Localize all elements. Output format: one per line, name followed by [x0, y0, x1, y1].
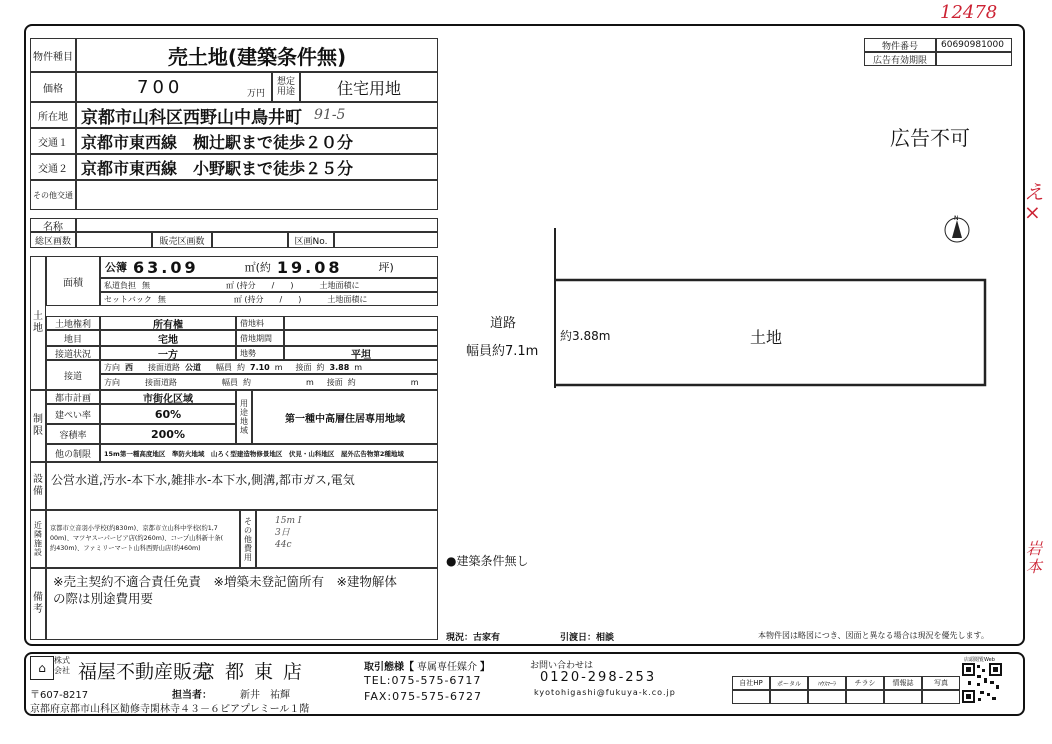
map-frontage: 約3.88m	[560, 329, 611, 343]
media-check	[770, 690, 808, 704]
handwritten-right-mark: え ×	[1024, 180, 1044, 224]
area-count-value	[76, 232, 152, 248]
m-2: m	[354, 362, 363, 372]
media-check	[884, 690, 922, 704]
width-label: 幅員	[216, 362, 232, 372]
area-row	[100, 256, 438, 278]
media-check-row	[732, 690, 960, 704]
map-land-label: 土地	[750, 328, 783, 347]
access-label: 接道状況	[46, 346, 100, 360]
map-disclaimer: 本物件図は略図につき、図面と異なる場合は現況を優先します。	[758, 631, 989, 640]
nearby-line-2: 00m)、マツヤスーパーピア店(約260m)、コープ山科新十条(	[50, 535, 224, 542]
price-label: 価格	[30, 72, 76, 102]
lease-label: 借地料	[236, 316, 284, 330]
price: 700	[137, 76, 184, 98]
special-cost-notes	[256, 510, 438, 568]
media-table	[732, 676, 960, 690]
dir-label-2: 方向	[104, 377, 120, 387]
area-m2: 63.09	[133, 257, 199, 277]
sale-count-label: 販売区画数	[152, 232, 212, 248]
map-condition: ●建築条件無し	[446, 554, 529, 568]
category: 宅地	[100, 330, 236, 346]
note-line-3: 44c	[275, 540, 292, 550]
transport1-label: 交通１	[30, 128, 76, 154]
area-basis: 公簿	[105, 261, 127, 274]
setback-share: ㎡ (持分 / )	[233, 294, 302, 304]
handwritten-top-number: 12478	[940, 2, 998, 23]
m-1: m	[274, 362, 283, 372]
note-line-2: 3日	[275, 528, 290, 538]
other-transport-label: その他交通	[30, 180, 76, 210]
company-name: 福屋不動産販売	[78, 661, 212, 683]
media-cell: ポータル	[770, 676, 808, 690]
ad-notice: 広告不可	[890, 126, 970, 150]
land-section-label: 土地	[30, 256, 46, 390]
setback-label: セットバック	[104, 294, 152, 304]
facilities: 公営水道,汚水-本下水,雑排水-本下水,側溝,都市ガス,電気	[46, 462, 438, 510]
company-branch: 京都東店	[196, 661, 313, 683]
location: 京都市山科区西野山中鳥井町	[81, 107, 302, 128]
road-label: 接道	[46, 360, 100, 390]
media-cell: 自社HP	[732, 676, 770, 690]
width1: 7.10	[250, 362, 270, 372]
handwritten-right-vertical: 岩本	[1026, 539, 1043, 576]
about-2: 約	[316, 362, 325, 372]
area-tsubo: 19.08	[276, 257, 343, 277]
nearby-line-3: 約430m)、ファミリーマート山科西野山店(約460m)	[50, 545, 201, 552]
other-transport-value	[76, 180, 438, 210]
private-road-label: 私道負担	[104, 280, 136, 290]
road1: 公道	[185, 362, 201, 372]
area-count-label: 総区画数	[30, 232, 76, 248]
far-label: 容積率	[46, 424, 100, 444]
road-row-1	[100, 360, 438, 374]
media-cell: チラシ	[846, 676, 884, 690]
location-label: 所在地	[30, 102, 76, 128]
about-4: 約	[347, 377, 356, 387]
zone-label: 用途地域	[236, 390, 252, 444]
lot-value	[334, 232, 438, 248]
dir1: 西	[125, 362, 133, 372]
rights-label: 土地権利	[46, 316, 100, 330]
plan: 市街化区域	[100, 390, 236, 404]
price-unit: 万円	[246, 88, 265, 99]
m-4: m	[410, 377, 419, 387]
deal-end: 】	[480, 662, 490, 673]
area-label: 面積	[46, 256, 100, 306]
access: 一方	[100, 346, 236, 360]
road-type-label: 接面道路	[148, 362, 180, 372]
note-line-1: 15m I	[275, 516, 302, 526]
media-cell: ﾊｳｽﾏｰﾗ	[808, 676, 846, 690]
category-label: 地目	[46, 330, 100, 346]
other-restrictions: 15m第一種高度地区 準防火地域 山ろく型建造物修景地区 伏見・山科地区 屋外広告物第2種地域	[100, 444, 438, 462]
use-label: 想定用途	[272, 72, 300, 102]
nearby-label: 近隣施設	[30, 510, 46, 568]
about-3: 約	[243, 377, 251, 387]
frontage1: 3.88	[329, 362, 350, 372]
map-delivery: 引渡日：相談	[560, 633, 615, 643]
type-label: 物件種目	[30, 38, 76, 72]
setback: 無	[157, 294, 166, 304]
road-row-2	[100, 374, 438, 390]
lease-value	[284, 316, 438, 330]
sale-count-value	[212, 232, 288, 248]
terrain: 平坦	[284, 346, 438, 360]
tsubo-unit: 坪)	[378, 261, 394, 274]
plan-label: 都市計画	[46, 390, 100, 404]
qr-code-icon[interactable]	[962, 663, 1002, 703]
special-cost-label: その他費用	[240, 510, 256, 568]
media-check	[846, 690, 884, 704]
deal-type: 専属専任媒介	[417, 662, 477, 673]
frontage-label: 接面	[295, 362, 312, 372]
transport2: 京都市東西線 小野駅まで徒歩２５分	[76, 154, 438, 180]
staff-name: 新井 祐輝	[240, 690, 290, 701]
staff-label: 担当者：	[172, 690, 212, 701]
area-unit: ㎡(約	[244, 261, 271, 274]
company-prefix: 株式会社	[54, 656, 70, 675]
frontage-label-2: 接面	[326, 377, 343, 387]
media-check	[922, 690, 960, 704]
setback-row	[100, 292, 438, 306]
coverage: 60%	[100, 404, 236, 424]
far: 200%	[100, 424, 236, 444]
private-road-note: 土地面積に	[319, 280, 360, 290]
property-type: 売土地(建築条件無)	[76, 38, 438, 72]
svg-text:N: N	[954, 215, 959, 222]
lease-period-value	[284, 330, 438, 346]
north-arrow-icon	[945, 215, 969, 242]
use-value: 住宅用地	[300, 72, 438, 102]
facilities-label: 設備	[30, 462, 46, 510]
map-current: 現況：古家有	[446, 633, 501, 643]
contact-label: お問い合わせは	[530, 661, 594, 671]
private-road: 無	[142, 280, 150, 290]
company-zip: 〒607-8217	[30, 690, 89, 701]
media-check	[808, 690, 846, 704]
email[interactable]: kyotohigashi@fukuya-k.co.jp	[534, 688, 676, 697]
qr-label: 店頭閲覧Web	[964, 657, 995, 663]
rights: 所有権	[100, 316, 236, 330]
name-value	[76, 218, 438, 232]
m-3: m	[306, 377, 314, 387]
price-cell	[76, 72, 272, 102]
terrain-label: 地勢	[236, 346, 284, 360]
restrictions-section-label: 制限	[30, 390, 46, 462]
name-label: 名称	[30, 218, 76, 232]
about-1: 約	[237, 362, 245, 372]
expire-value	[936, 52, 1012, 66]
private-road-share: ㎡ (持分 / )	[226, 280, 294, 290]
handwritten-address-number: 91-5	[314, 107, 346, 123]
id-label: 物件番号	[864, 38, 936, 52]
coverage-label: 建ぺい率	[46, 404, 100, 424]
remarks-line-1: ※売主契約不適合責任免責 ※増築未登記箇所有 ※建物解体	[53, 574, 397, 589]
nearby-list	[46, 510, 240, 568]
media-cell: 情報誌	[884, 676, 922, 690]
transport1: 京都市東西線 椥辻駅まで徒歩２０分	[76, 128, 438, 154]
private-road-row	[100, 278, 438, 292]
remarks	[46, 568, 438, 640]
remarks-line-2: の際は別途費用要	[53, 591, 154, 606]
setback-note: 土地面積に	[327, 294, 368, 304]
expire-label: 広告有効期限	[864, 52, 936, 66]
tel[interactable]: TEL:075-575-6717	[364, 674, 482, 687]
lot-label: 区画No.	[288, 232, 334, 248]
zone: 第一種中高層住居専用地域	[252, 390, 438, 444]
transport2-label: 交通２	[30, 154, 76, 180]
map-road-label: 道路	[490, 316, 517, 331]
width-label-2: 幅員	[222, 377, 238, 387]
company-logo-icon: ⌂	[30, 656, 54, 680]
property-id: 60690981000	[936, 38, 1012, 52]
lease-period-label: 借地期間	[236, 330, 284, 346]
nearby-line-1: 京都市立音羽小学校(約830m)、京都市立山科中学校(約1,7	[50, 525, 218, 532]
remarks-label: 備考	[30, 568, 46, 640]
free-dial[interactable]: 0120-298-253	[540, 670, 657, 685]
location-cell	[76, 102, 438, 128]
road-type-label-2: 接面道路	[145, 377, 177, 387]
dir-label: 方向	[104, 362, 120, 372]
media-cell: 写真	[922, 676, 960, 690]
deal-label: 取引態様【	[364, 662, 414, 673]
company-address: 京都府京都市山科区勧修寺閑林寺４３－６ピアプレミール１階	[30, 704, 310, 715]
fax: FAX:075-575-6727	[364, 690, 483, 703]
media-check	[732, 690, 770, 704]
other-restrictions-label: 他の制限	[46, 444, 100, 462]
site-map	[440, 210, 1020, 640]
deal-row	[364, 658, 490, 673]
map-road-width: 幅員約7.1m	[466, 344, 539, 359]
